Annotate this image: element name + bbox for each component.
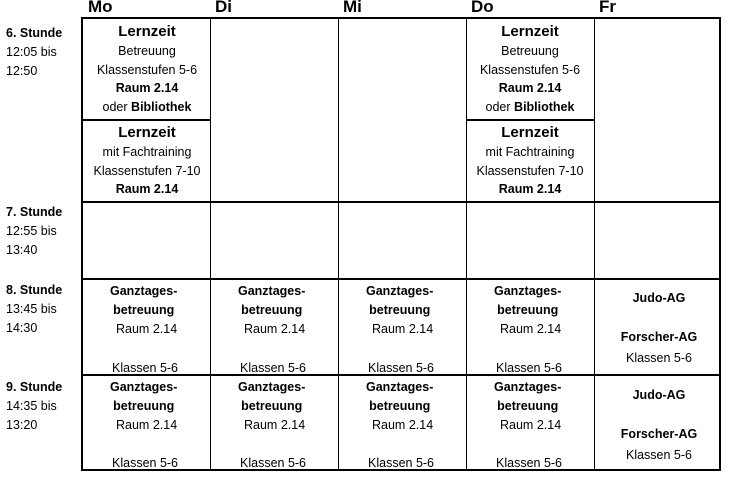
row-divider <box>83 119 211 121</box>
lernzeit-betreuung-do <box>466 22 594 117</box>
ag-forscher: Forscher-AG <box>620 330 698 344</box>
period-8 <box>6 281 62 338</box>
alt-prefix: oder <box>102 100 128 115</box>
cell-line: Klassenstufen 7-10 <box>93 163 201 178</box>
cell-line: Klassenstufen 7-10 <box>476 163 584 178</box>
period-9 <box>6 378 62 435</box>
ganztag-9-mi <box>366 378 435 470</box>
cell-room: Raum 2.14 <box>372 418 434 432</box>
friday-8 <box>595 289 723 368</box>
cell-classes: Klassen 5-6 <box>368 361 435 375</box>
period-end: 14:30 <box>6 321 38 335</box>
cell-title: betreuung <box>369 303 431 317</box>
cell-title: Ganztages- <box>494 380 562 394</box>
period-start: 13:45 bis <box>6 302 57 316</box>
ganztag-9-di <box>238 378 307 470</box>
ganztag-8-do <box>494 282 563 375</box>
cell-classes: Klassen 5-6 <box>496 361 563 375</box>
period-label: 7. Stunde <box>6 205 63 219</box>
cell-classes: Klassen 5-6 <box>368 456 435 470</box>
ag-forscher: Forscher-AG <box>620 427 698 441</box>
alt-place: Bibliothek <box>131 100 192 115</box>
day-header-mo: Mo <box>88 0 113 16</box>
timetable-grid <box>81 17 721 471</box>
cell-line: Klassenstufen 5-6 <box>96 62 198 77</box>
lernzeit-fachtraining-do <box>466 123 594 199</box>
cell-classes: Klassen 5-6 <box>496 456 563 470</box>
ag-judo: Judo-AG <box>632 388 686 402</box>
cell-title: Ganztages- <box>366 380 434 394</box>
row-divider <box>83 278 719 280</box>
cell-title: Ganztages- <box>366 284 434 298</box>
day-header-fr: Fr <box>599 0 616 16</box>
cell-title: betreuung <box>369 399 431 413</box>
cell-room: Raum 2.14 <box>500 322 562 336</box>
period-end: 13:40 <box>6 243 38 257</box>
cell-alt <box>466 98 594 117</box>
cell-title: betreuung <box>497 399 559 413</box>
cell-line: mit Fachtraining <box>485 145 575 159</box>
cell-room: Raum 2.14 <box>116 322 178 336</box>
cell-title: Ganztages- <box>238 284 306 298</box>
cell-title: Ganztages- <box>238 380 306 394</box>
ganztag-9-do <box>494 378 563 470</box>
cell-alt <box>83 98 211 117</box>
cell-room: Raum 2.14 <box>500 418 562 432</box>
cell-room: Raum 2.14 <box>115 81 179 96</box>
cell-line: Betreuung <box>118 44 176 58</box>
cell-title: betreuung <box>113 303 175 317</box>
cell-title: betreuung <box>241 303 303 317</box>
cell-classes: Klassen 5-6 <box>240 361 307 375</box>
day-header-do: Do <box>471 0 494 16</box>
period-6 <box>6 24 62 81</box>
cell-title: Ganztages- <box>110 380 178 394</box>
ganztag-8-mi <box>366 282 435 375</box>
ganztag-8-di <box>238 282 307 375</box>
period-end: 12:50 <box>6 64 38 78</box>
lernzeit-betreuung-mo <box>83 22 211 117</box>
cell-room: Raum 2.14 <box>116 418 178 432</box>
period-start: 12:55 bis <box>6 224 57 238</box>
period-label: 8. Stunde <box>6 283 63 297</box>
period-start: 14:35 bis <box>6 399 57 413</box>
cell-room: Raum 2.14 <box>498 182 562 197</box>
day-header-mi: Mi <box>343 0 362 16</box>
alt-prefix: oder <box>485 100 511 115</box>
cell-line: Betreuung <box>501 44 559 58</box>
cell-room: Raum 2.14 <box>498 81 562 96</box>
cell-title: betreuung <box>497 303 559 317</box>
ganztag-9-mo <box>110 378 179 470</box>
friday-9 <box>595 386 723 465</box>
cell-title: Lernzeit <box>501 124 559 141</box>
cell-room: Raum 2.14 <box>372 322 434 336</box>
cell-classes: Klassen 5-6 <box>240 456 307 470</box>
row-divider <box>466 119 595 121</box>
cell-line: mit Fachtraining <box>102 145 192 159</box>
cell-classes: Klassen 5-6 <box>625 448 692 462</box>
cell-classes: Klassen 5-6 <box>112 456 179 470</box>
period-start: 12:05 bis <box>6 45 57 59</box>
cell-title: Ganztages- <box>494 284 562 298</box>
cell-room: Raum 2.14 <box>244 418 306 432</box>
cell-title: Lernzeit <box>501 23 559 40</box>
row-divider <box>83 201 719 203</box>
cell-room: Raum 2.14 <box>115 182 179 197</box>
ganztag-8-mo <box>110 282 179 375</box>
period-label: 6. Stunde <box>6 26 63 40</box>
alt-place: Bibliothek <box>514 100 575 115</box>
ag-judo: Judo-AG <box>632 291 686 305</box>
cell-classes: Klassen 5-6 <box>112 361 179 375</box>
period-label: 9. Stunde <box>6 380 63 394</box>
day-header-di: Di <box>215 0 232 16</box>
cell-title: betreuung <box>113 399 175 413</box>
cell-title: Lernzeit <box>118 23 176 40</box>
period-7 <box>6 203 62 260</box>
cell-title: Ganztages- <box>110 284 178 298</box>
column-divider <box>338 19 339 469</box>
cell-classes: Klassen 5-6 <box>625 351 692 365</box>
cell-title: Lernzeit <box>118 124 176 141</box>
cell-title: betreuung <box>241 399 303 413</box>
period-end: 13:20 <box>6 418 38 432</box>
cell-line: Klassenstufen 5-6 <box>479 62 581 77</box>
cell-room: Raum 2.14 <box>244 322 306 336</box>
lernzeit-fachtraining-mo <box>83 123 211 199</box>
